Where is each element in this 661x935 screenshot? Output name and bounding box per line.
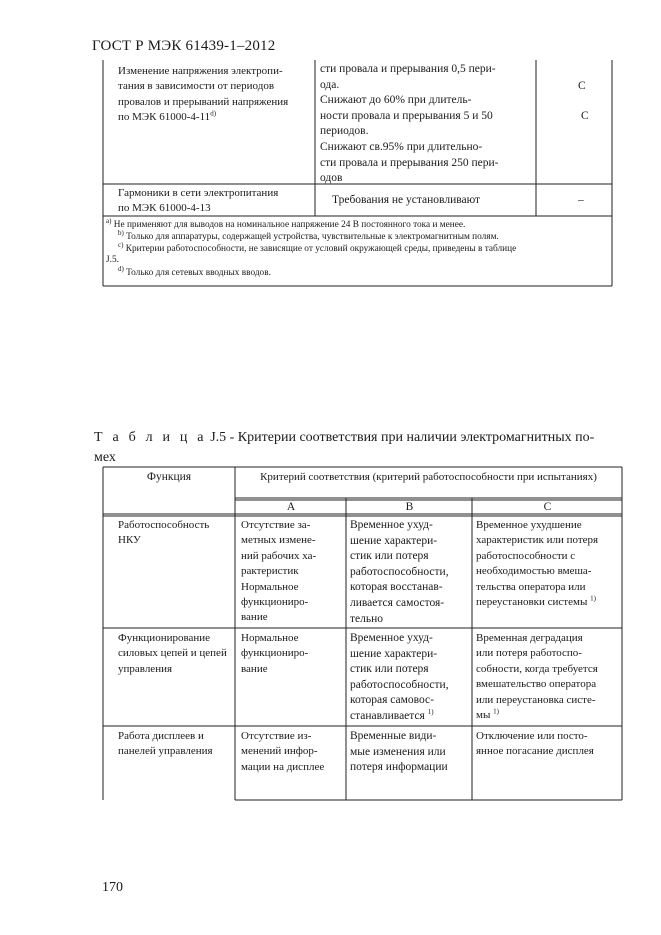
row3-criterion-c: Отключение или посто- янное погасание дисплея [476, 730, 594, 758]
row2-function: Функционирование силовых цепей и цепей управления [118, 632, 227, 675]
row3-criterion-a: Отсутствие из- менений инфор- мации на дисплее [241, 730, 325, 773]
subheader-c: C [543, 501, 552, 513]
subheader-b: B [405, 501, 414, 513]
footnote-a: $^{a)}$ Не применяют для выводов на номинальное напряжение 24 В постоянного тока и менее. [106, 216, 466, 230]
row1-criterion-b: Временное ухуд- шение характери- стик или потеря работоспособности, которая восстанав- ливается самостоя- тельно [350, 519, 449, 625]
row2-criterion-b: Временное ухуд- шение характери- стик или потеря работоспособности, которая самовос- станавливается $^{1)}$ [350, 632, 449, 722]
row1-criterion-c: Временное ухудшение характеристик или потеря работоспособности с необходимостью вмеша- тельства оператора или переустановки системы $^{1)}$ [476, 519, 599, 609]
top-row2-criterion: – [578, 194, 584, 206]
top-row1-criterion-2: C [581, 110, 589, 122]
header-criteria: Критерий соответствия (критерий работоспособности при испытаниях) [260, 471, 597, 483]
footnote-b: $^{b)}$ Только для аппаратуры, содержащей устройства, чувствительные к электромагнитным полям. [118, 228, 499, 242]
header-function: Функция [146, 471, 192, 483]
top-row2-requirement: Требования не установливают [332, 194, 481, 206]
footnote-d: $^{d)}$ Только для сетевых вводных вводов. [118, 264, 271, 278]
top-row1-criterion-1: C [578, 80, 586, 92]
table-caption: Т а б л и ц а J.5 - Критерии соответствия при наличии электромагнитных по- мех [94, 430, 595, 465]
top-row1-phenomenon: Изменение напряжения электропи- тания в зависимости от периодов провалов и прерываний напряжения по МЭК 61000-4-11$^{d)}$ [118, 65, 289, 124]
row3-function: Работа дисплеев и панелей управления [118, 730, 213, 758]
top-row2-phenomenon: Гармоники в сети электропитания по МЭК 61000-4-13 [118, 187, 279, 215]
row3-criterion-b: Временные види- мые изменения или потеря информации [350, 730, 448, 774]
top-row1-requirement: сти провала и прерывания 0,5 пери- ода. Снижают до 60% при длитель- ности провала и прерывания 5 и 50 периодов. Снижают св.95% при длительно- сти провала и прерывания 250 пери- одов [320, 63, 499, 185]
row2-criterion-a: Нормальное функциониро- вание [241, 632, 309, 675]
page-number: 170 [102, 880, 123, 895]
row1-function: Работоспособность НКУ [118, 519, 210, 547]
subheader-a: A [286, 501, 296, 513]
document-header: ГОСТ Р МЭК 61439-1–2012 [92, 38, 276, 54]
row1-criterion-a: Отсутствие за- метных измене- ний рабочих ха- рактеристик Нормальное функциониро- вание [241, 519, 317, 624]
footnote-c: $^{c)}$ Критерии работоспособности, не зависящие от условий окружающей среды, приведены в таблице J.5. [106, 240, 517, 265]
row2-criterion-c: Временная деградация или потеря работоспо- собности, когда требуется вмешательство оператора или переустановка систе- мы $^{1)}$ [476, 632, 598, 722]
